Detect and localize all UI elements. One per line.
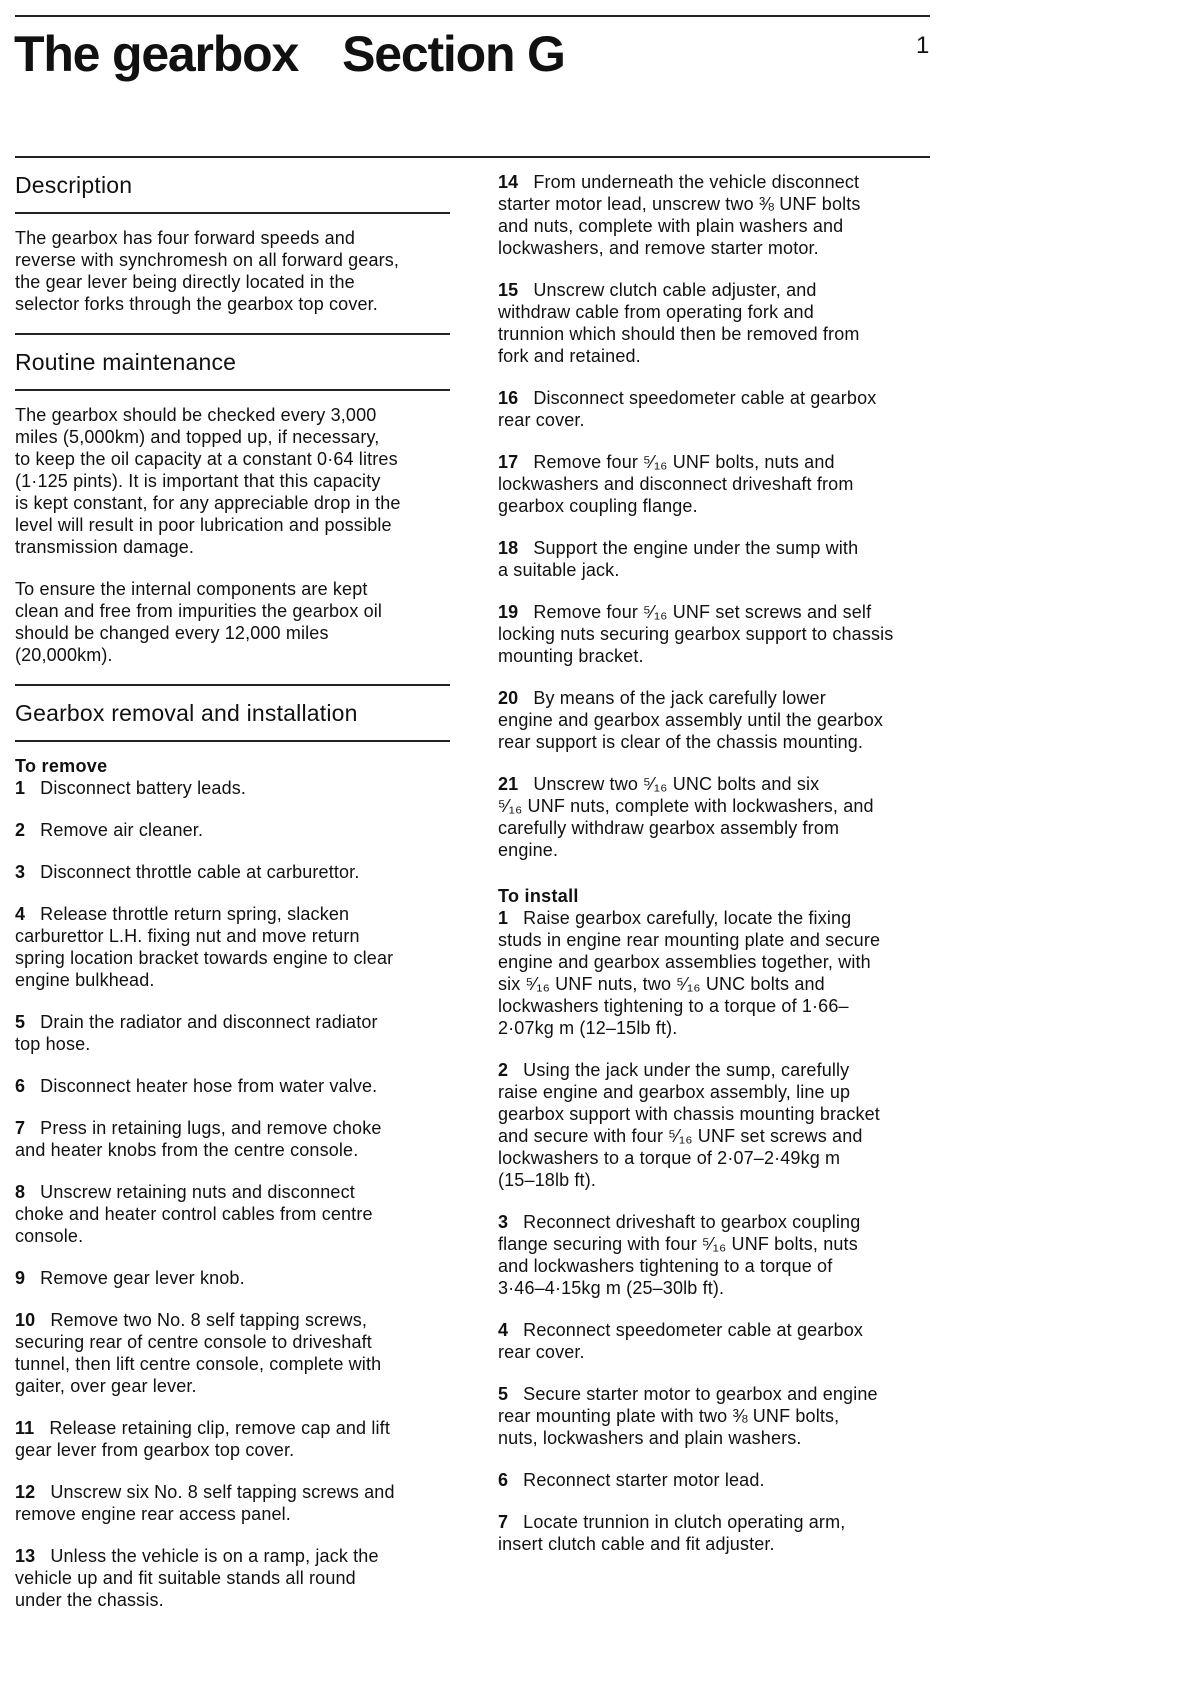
line-text: Unscrew clutch cable adjuster, and (533, 280, 817, 300)
line-text: lockwashers, and remove starter motor. (498, 238, 819, 258)
text-line (15, 1117, 450, 1139)
text-line (498, 1233, 938, 1255)
line-text: and secure with four ⁵⁄₁₆ UNF set screws and (498, 1126, 863, 1146)
text-line (498, 323, 938, 345)
text-line (498, 839, 938, 861)
line-text: The gearbox should be checked every 3,000 (15, 405, 377, 425)
step-number: 18 (498, 538, 519, 558)
line-text: Reconnect starter motor lead. (523, 1470, 765, 1490)
line-text: The gearbox has four forward speeds and (15, 228, 356, 248)
left-column (15, 170, 450, 1631)
line-text: engine and gearbox assembly until the gearbox (498, 710, 884, 730)
text-line (498, 907, 938, 929)
line-text: Remove air cleaner. (40, 820, 204, 840)
text-line (15, 1439, 450, 1461)
line-text: level will result in poor lubrication and possible (15, 515, 392, 535)
line-text: (20,000km). (15, 645, 113, 665)
line-text: rear cover. (498, 410, 585, 430)
step-item (498, 1319, 938, 1363)
text-line (498, 1533, 938, 1555)
line-text: Remove four ⁵⁄₁₆ UNF set screws and self (533, 602, 872, 622)
text-line (498, 1341, 938, 1363)
text-line (498, 795, 938, 817)
step-number: 8 (15, 1182, 26, 1202)
line-text: Locate trunnion in clutch operating arm, (523, 1512, 846, 1532)
text-line (15, 536, 450, 558)
line-text: Unscrew six No. 8 self tapping screws and (50, 1482, 395, 1502)
step-item (498, 279, 938, 367)
line-text: Unless the vehicle is on a ramp, jack the (50, 1546, 379, 1566)
step-number: 4 (498, 1320, 509, 1340)
line-text: 3·46–4·15kg m (25–30lb ft). (498, 1278, 725, 1298)
header-rule (15, 156, 930, 158)
line-text: selector forks through the gearbox top cover. (15, 294, 378, 314)
text-line (15, 819, 450, 841)
line-text: starter motor lead, unscrew two ⅜ UNF bolts (498, 194, 861, 214)
text-line (498, 817, 938, 839)
step-item (498, 537, 938, 581)
line-text: Using the jack under the sump, carefully (523, 1060, 850, 1080)
step-number: 7 (15, 1118, 26, 1138)
line-text: to keep the oil capacity at a constant 0·64 litres (15, 449, 398, 469)
step-number: 11 (15, 1418, 35, 1438)
text-line (15, 1331, 450, 1353)
step-number: 6 (498, 1470, 509, 1490)
text-line (498, 1319, 938, 1341)
subheading: To install (498, 886, 579, 906)
line-text: Drain the radiator and disconnect radiator (40, 1012, 378, 1032)
step-number: 5 (15, 1012, 26, 1032)
line-text: Disconnect speedometer cable at gearbox (533, 388, 877, 408)
line-text: remove engine rear access panel. (15, 1504, 291, 1524)
step-item (15, 1267, 450, 1289)
step-number: 14 (498, 172, 519, 192)
line-text: Disconnect battery leads. (40, 778, 247, 798)
step-item (15, 1117, 450, 1161)
text-line (498, 537, 938, 559)
text-line (15, 777, 450, 799)
text-line (498, 1125, 938, 1147)
line-text: should be changed every 12,000 miles (15, 623, 329, 643)
line-text: lockwashers to a torque of 2·07–2·49kg m (498, 1148, 841, 1168)
text-line (15, 1225, 450, 1247)
text-line (15, 1075, 450, 1097)
line-text: withdraw cable from operating fork and (498, 302, 814, 322)
line-text: and nuts, complete with plain washers and (498, 216, 844, 236)
top-rule (15, 15, 930, 17)
line-text: Secure starter motor to gearbox and engine (523, 1384, 878, 1404)
line-text: clean and free from impurities the gearbox oil (15, 601, 383, 621)
line-text: rear cover. (498, 1342, 585, 1362)
line-text: and heater knobs from the centre console. (15, 1140, 359, 1160)
line-text: Reconnect driveshaft to gearbox coupling (523, 1212, 861, 1232)
text-line (15, 1011, 450, 1033)
line-text: Press in retaining lugs, and remove choke (40, 1118, 382, 1138)
text-line (498, 473, 938, 495)
paragraph (15, 404, 450, 558)
step-number: 20 (498, 688, 519, 708)
text-line (15, 622, 450, 644)
text-line (498, 1511, 938, 1533)
line-text: tunnel, then lift centre console, complete with (15, 1354, 382, 1374)
text-line (498, 1383, 938, 1405)
line-text: Disconnect heater hose from water valve. (40, 1076, 378, 1096)
text-line (498, 687, 938, 709)
line-text: Unscrew retaining nuts and disconnect (40, 1182, 355, 1202)
text-line (15, 578, 450, 600)
line-text: (15–18lb ft). (498, 1170, 597, 1190)
step-item (498, 451, 938, 517)
step-item (498, 773, 938, 861)
line-text: locking nuts securing gearbox support to chassis (498, 624, 894, 644)
chapter-title: The gearbox (14, 26, 299, 82)
line-text: choke and heater control cables from centre (15, 1204, 373, 1224)
text-line (498, 1211, 938, 1233)
step-number: 7 (498, 1512, 509, 1532)
text-line (15, 1267, 450, 1289)
text-line (15, 514, 450, 536)
text-line (498, 559, 938, 581)
text-line (498, 1059, 938, 1081)
line-text: (1·125 pints). It is important that this capacity (15, 471, 381, 491)
line-text: To ensure the internal components are kept (15, 579, 368, 599)
text-line (15, 600, 450, 622)
line-text: Raise gearbox carefully, locate the fixing (523, 908, 852, 928)
text-line (15, 271, 450, 293)
text-line (15, 1503, 450, 1525)
step-number: 1 (498, 908, 509, 928)
line-text: Release retaining clip, remove cap and lift (49, 1418, 390, 1438)
text-line (15, 404, 450, 426)
line-text: a suitable jack. (498, 560, 620, 580)
step-number: 3 (15, 862, 26, 882)
line-text: six ⁵⁄₁₆ UNF nuts, two ⁵⁄₁₆ UNC bolts and (498, 974, 825, 994)
text-line (15, 1589, 450, 1611)
text-line (15, 1309, 450, 1331)
step-item (15, 819, 450, 841)
step-item (498, 1469, 938, 1491)
text-line (15, 1139, 450, 1161)
line-text: engine and gearbox assemblies together, with (498, 952, 871, 972)
line-text: engine bulkhead. (15, 970, 155, 990)
text-line (15, 861, 450, 883)
text-line (498, 1255, 938, 1277)
line-text: nuts, lockwashers and plain washers. (498, 1428, 802, 1448)
text-line (15, 1481, 450, 1503)
text-line (498, 279, 938, 301)
text-line (15, 1353, 450, 1375)
step-number: 1 (15, 778, 26, 798)
text-line (498, 1427, 938, 1449)
step-number: 12 (15, 1482, 36, 1502)
line-text: Unscrew two ⁵⁄₁₆ UNC bolts and six (533, 774, 820, 794)
text-line (15, 903, 450, 925)
line-text: reverse with synchromesh on all forward gears, (15, 250, 400, 270)
text-line (15, 969, 450, 991)
step-number: 5 (498, 1384, 509, 1404)
text-line (15, 227, 450, 249)
section-heading: Gearbox removal and installation (15, 684, 450, 742)
text-line (15, 293, 450, 315)
text-line (15, 426, 450, 448)
line-text: the gear lever being directly located in the (15, 272, 355, 292)
step-number: 3 (498, 1212, 509, 1232)
step-item (498, 1511, 938, 1555)
step-number: 16 (498, 388, 519, 408)
step-number: 6 (15, 1076, 26, 1096)
text-line (498, 345, 938, 367)
text-line (498, 1405, 938, 1427)
text-line (498, 215, 938, 237)
step-item (498, 171, 938, 259)
text-line (498, 1081, 938, 1103)
text-line (498, 951, 938, 973)
step-item (15, 903, 450, 991)
text-line (498, 1277, 938, 1299)
text-line (15, 925, 450, 947)
text-line (498, 409, 938, 431)
text-line (498, 709, 938, 731)
line-text: raise engine and gearbox assembly, line up (498, 1082, 851, 1102)
step-number: 4 (15, 904, 26, 924)
text-line (15, 448, 450, 470)
text-line (498, 237, 938, 259)
line-text: trunnion which should then be removed from (498, 324, 860, 344)
text-line (498, 929, 938, 951)
line-text: console. (15, 1226, 84, 1246)
text-line (498, 193, 938, 215)
step-item (498, 1383, 938, 1449)
text-line (498, 1469, 938, 1491)
line-text: gearbox coupling flange. (498, 496, 698, 516)
text-line (498, 773, 938, 795)
step-number: 2 (498, 1060, 509, 1080)
text-line (15, 1375, 450, 1397)
text-line (498, 1017, 938, 1039)
line-text: gearbox support with chassis mounting bracket (498, 1104, 880, 1124)
line-text: insert clutch cable and fit adjuster. (498, 1534, 775, 1554)
text-line (498, 623, 938, 645)
text-line (15, 470, 450, 492)
step-item (15, 1181, 450, 1247)
text-line (498, 1103, 938, 1125)
line-text: top hose. (15, 1034, 91, 1054)
line-text: and lockwashers tightening to a torque of (498, 1256, 833, 1276)
line-text: carefully withdraw gearbox assembly from (498, 818, 840, 838)
step-number: 10 (15, 1310, 36, 1330)
text-line (15, 1417, 450, 1439)
line-text: flange securing with four ⁵⁄₁₆ UNF bolts, nuts (498, 1234, 858, 1254)
line-text: gear lever from gearbox top cover. (15, 1440, 295, 1460)
step-number: 15 (498, 280, 519, 300)
subheading: To remove (15, 756, 108, 776)
line-text: engine. (498, 840, 559, 860)
text-line (15, 947, 450, 969)
text-line (15, 1567, 450, 1589)
step-number: 19 (498, 602, 519, 622)
text-line (15, 644, 450, 666)
section-heading: Description (15, 170, 450, 214)
line-text: Remove four ⁵⁄₁₆ UNF bolts, nuts and (533, 452, 835, 472)
text-line (498, 973, 938, 995)
line-text: Remove gear lever knob. (40, 1268, 245, 1288)
text-line (498, 601, 938, 623)
step-item (498, 687, 938, 753)
page-number: 1 (916, 32, 930, 59)
line-text: Disconnect throttle cable at carburettor. (40, 862, 360, 882)
step-item (15, 1309, 450, 1397)
page-title (14, 24, 565, 84)
line-text: rear mounting plate with two ⅜ UNF bolts, (498, 1406, 840, 1426)
paragraph (15, 578, 450, 666)
text-line (498, 731, 938, 753)
step-number: 21 (498, 774, 519, 794)
text-line (498, 1147, 938, 1169)
step-item (498, 601, 938, 667)
step-item (15, 777, 450, 799)
line-text: is kept constant, for any appreciable drop in the (15, 493, 401, 513)
section-label: Section G (342, 26, 565, 82)
step-item (498, 907, 938, 1039)
line-text: rear support is clear of the chassis mounting. (498, 732, 864, 752)
text-line (498, 387, 938, 409)
step-item (15, 1481, 450, 1525)
step-item (15, 1417, 450, 1461)
line-text: mounting bracket. (498, 646, 644, 666)
text-line (15, 1033, 450, 1055)
line-text: Remove two No. 8 self tapping screws, (50, 1310, 368, 1330)
line-text: vehicle up and fit suitable stands all round (15, 1568, 356, 1588)
line-text: Reconnect speedometer cable at gearbox (523, 1320, 864, 1340)
text-line (498, 451, 938, 473)
line-text: Support the engine under the sump with (533, 538, 859, 558)
step-number: 2 (15, 820, 26, 840)
step-item (498, 1211, 938, 1299)
line-text: 2·07kg m (12–15lb ft). (498, 1018, 678, 1038)
line-text: By means of the jack carefully lower (533, 688, 826, 708)
line-text: gaiter, over gear lever. (15, 1376, 197, 1396)
line-text: lockwashers and disconnect driveshaft from (498, 474, 854, 494)
step-item (498, 387, 938, 431)
paragraph (15, 227, 450, 315)
text-line (15, 492, 450, 514)
line-text: spring location bracket towards engine to clear (15, 948, 394, 968)
text-line (498, 171, 938, 193)
text-line (15, 1545, 450, 1567)
line-text: under the chassis. (15, 1590, 164, 1610)
line-text: securing rear of centre console to driveshaft (15, 1332, 372, 1352)
line-text: miles (5,000km) and topped up, if necessary, (15, 427, 380, 447)
text-line (498, 995, 938, 1017)
step-number: 13 (15, 1546, 36, 1566)
line-text: lockwashers tightening to a torque of 1·66– (498, 996, 849, 1016)
line-text: studs in engine rear mounting plate and secure (498, 930, 881, 950)
line-text: carburettor L.H. fixing nut and move return (15, 926, 360, 946)
line-text: fork and retained. (498, 346, 641, 366)
line-text: transmission damage. (15, 537, 195, 557)
line-text: From underneath the vehicle disconnect (533, 172, 860, 192)
text-line (15, 249, 450, 271)
text-line (498, 301, 938, 323)
right-column (498, 171, 938, 1575)
step-item (498, 1059, 938, 1191)
step-item (15, 1075, 450, 1097)
step-item (15, 1545, 450, 1611)
text-line (498, 495, 938, 517)
text-line (15, 1203, 450, 1225)
line-text: ⁵⁄₁₆ UNF nuts, complete with lockwashers, and (498, 796, 874, 816)
text-line (498, 1169, 938, 1191)
text-line (498, 645, 938, 667)
step-item (15, 861, 450, 883)
step-number: 9 (15, 1268, 26, 1288)
line-text: Release throttle return spring, slacken (40, 904, 350, 924)
text-line (15, 1181, 450, 1203)
step-number: 17 (498, 452, 519, 472)
step-item (15, 1011, 450, 1055)
section-heading: Routine maintenance (15, 333, 450, 391)
